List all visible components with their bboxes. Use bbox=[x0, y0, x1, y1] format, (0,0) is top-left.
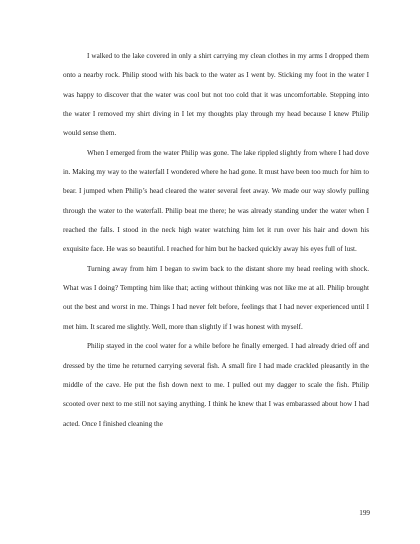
page-number: 199 bbox=[359, 509, 370, 517]
paragraph-3: Turning away from him I began to swim back to the distant shore my head reeling with shock. What was I doing? Tempting him like that; acting without thinking was not like me at all. Philip brought out the best and worst in me. Things I had never felt before, feelings that I had never experienced until I met him. It scared me slightly. Well, more than slightly if I was honest with myself. bbox=[63, 264, 369, 331]
paragraph-2: When I emerged from the water Philip was gone. The lake rippled slightly from where I had dove in. Making my way to the waterfall I wondered where he had gone. It must have been too much for him to bear. I jumped when Philip’s head cleared the water several feet away. We made our way slowly pulling through the water to the waterfall. Philip beat me there; he was already standing under the water when I reached the falls. I stood in the neck high water watching him let it run over his hair and down his exquisite face. He was so beautiful. I reached for him but he backed quickly away his eyes full of lust. bbox=[63, 148, 369, 254]
paragraph-4: Philip stayed in the cool water for a while before he finally emerged. I had already dried off and dressed by the time he returned carrying several fish. A small fire I had made crackled pleasantly in the middle of the cave. He put the fish down next to me. I pulled out my dagger to scale the fish. Philip scooted over next to me still not saying anything. I think he knew that I was embarassed about how I had acted. Once I finished cleaning the bbox=[63, 342, 369, 428]
paragraph-1: I walked to the lake covered in only a shirt carrying my clean clothes in my arms I dropped them onto a nearby rock. Philip stood with his back to the water as I went by. Sticking my foot in the water I was happy to discover that the water was cool but not too cold that it was uncomfortable. Stepping into the water I removed my shirt diving in I let my thoughts play through my head because I knew Philip would sense them. bbox=[63, 52, 369, 138]
body-text bbox=[63, 47, 369, 434]
